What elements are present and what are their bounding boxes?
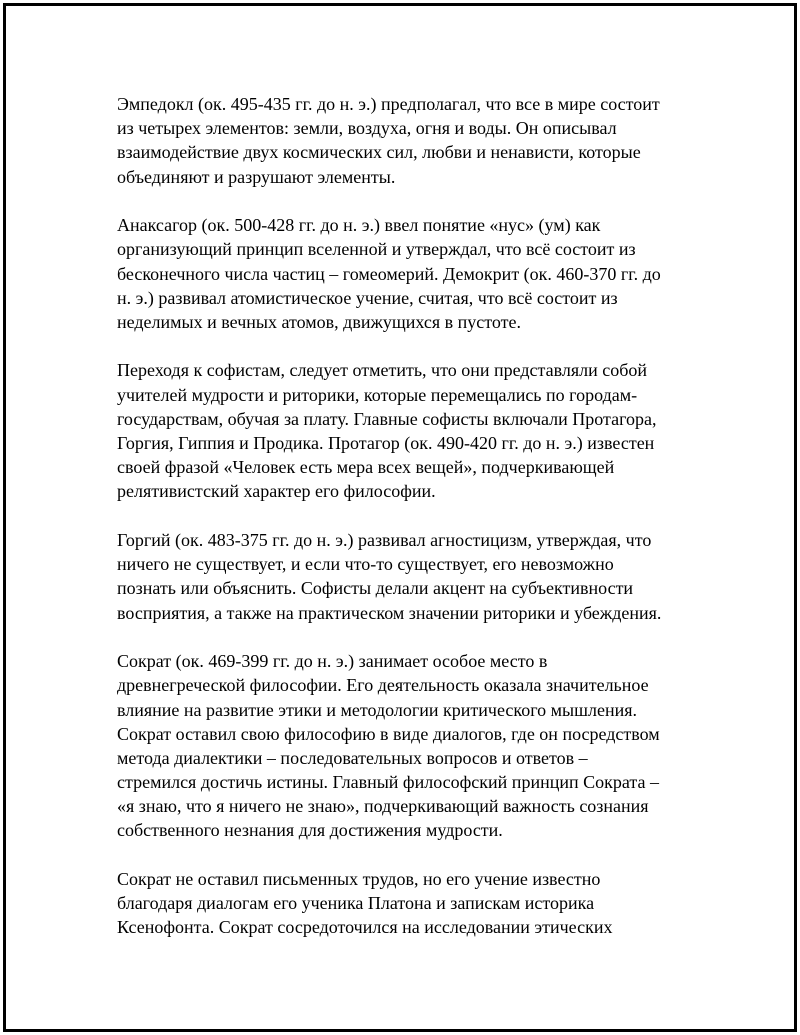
paragraph-sophists [117,358,687,503]
text-line: Анаксагор (ок. 500-428 гг. до н. э.) ввел понятие «нус» (ум) как [117,215,601,236]
paragraph-socrates [117,649,687,843]
text-line: метода диалектики – последовательных вопросов и ответов – [117,747,588,768]
text-line: Горгий (ок. 483-375 гг. до н. э.) развивал агностицизм, утверждая, что [117,529,652,550]
text-line: Горгия, Гиппия и Продика. Протагор (ок. 490-420 гг. до н. э.) известен [117,433,655,454]
text-line: благодаря диалогам его ученика Платона и запискам историка [117,893,595,914]
text-line: Сократ (ок. 469-399 гг. до н. э.) занимает особое место в [117,651,548,672]
text-line: ничего не существует, и если что-то существует, его невозможно [117,554,614,575]
paragraph-socrates-writings [117,867,687,940]
text-line: влияние на развитие этики и методологии критического мышления. [117,699,638,720]
text-line: стремился достичь истины. Главный философский принцип Сократа – [117,772,659,793]
text-line: н. э.) развивал атомистическое учение, считая, что всё состоит из [117,287,618,308]
text-line: Сократ не оставил письменных трудов, но его учение известно [117,869,601,890]
text-line: восприятия, а также на практическом значении риторики и убеждения. [117,602,662,623]
document-body [117,92,687,964]
text-line: древнегреческой философии. Его деятельность оказала значительное [117,675,649,696]
text-line: своей фразой «Человек есть мера всех вещей», подчеркивающей [117,457,615,478]
text-line: Ксенофонта. Сократ сосредоточился на исследовании этических [117,917,613,938]
text-line: из четырех элементов: земли, воздуха, огня и воды. Он описывал [117,118,617,139]
text-line: организующий принцип вселенной и утверждал, что всё состоит из [117,239,636,260]
text-line: Переходя к софистам, следует отметить, что они представляли собой [117,360,648,381]
text-line: учителей мудрости и риторики, которые перемещались по городам- [117,384,638,405]
text-line: собственного незнания для достижения мудрости. [117,820,503,841]
text-line: Эмпедокл (ок. 495-435 гг. до н. э.) предполагал, что все в мире состоит [117,94,660,114]
text-line: государствам, обучая за плату. Главные софисты включали Протагора, [117,408,657,429]
paragraph-anaxagoras [117,213,687,334]
text-line: бесконечного числа частиц – гомеомерий. Демокрит (ок. 460-370 гг. до [117,263,661,284]
text-line: Сократ оставил свою философию в виде диалогов, где он посредством [117,723,660,744]
text-line: «я знаю, что я ничего не знаю», подчеркивающий важность сознания [117,796,649,817]
paragraph-gorgias [117,528,687,625]
paragraph-empedocles [117,92,687,189]
text-line: объединяют и разрушают элементы. [117,166,396,187]
text-line: неделимых и вечных атомов, движущихся в пустоте. [117,311,522,332]
text-line: познать или объяснить. Софисты делали акцент на субъективности [117,578,634,599]
text-line: взаимодействие двух космических сил, любви и ненависти, которые [117,142,641,163]
text-line: релятивистский характер его философии. [117,481,436,502]
